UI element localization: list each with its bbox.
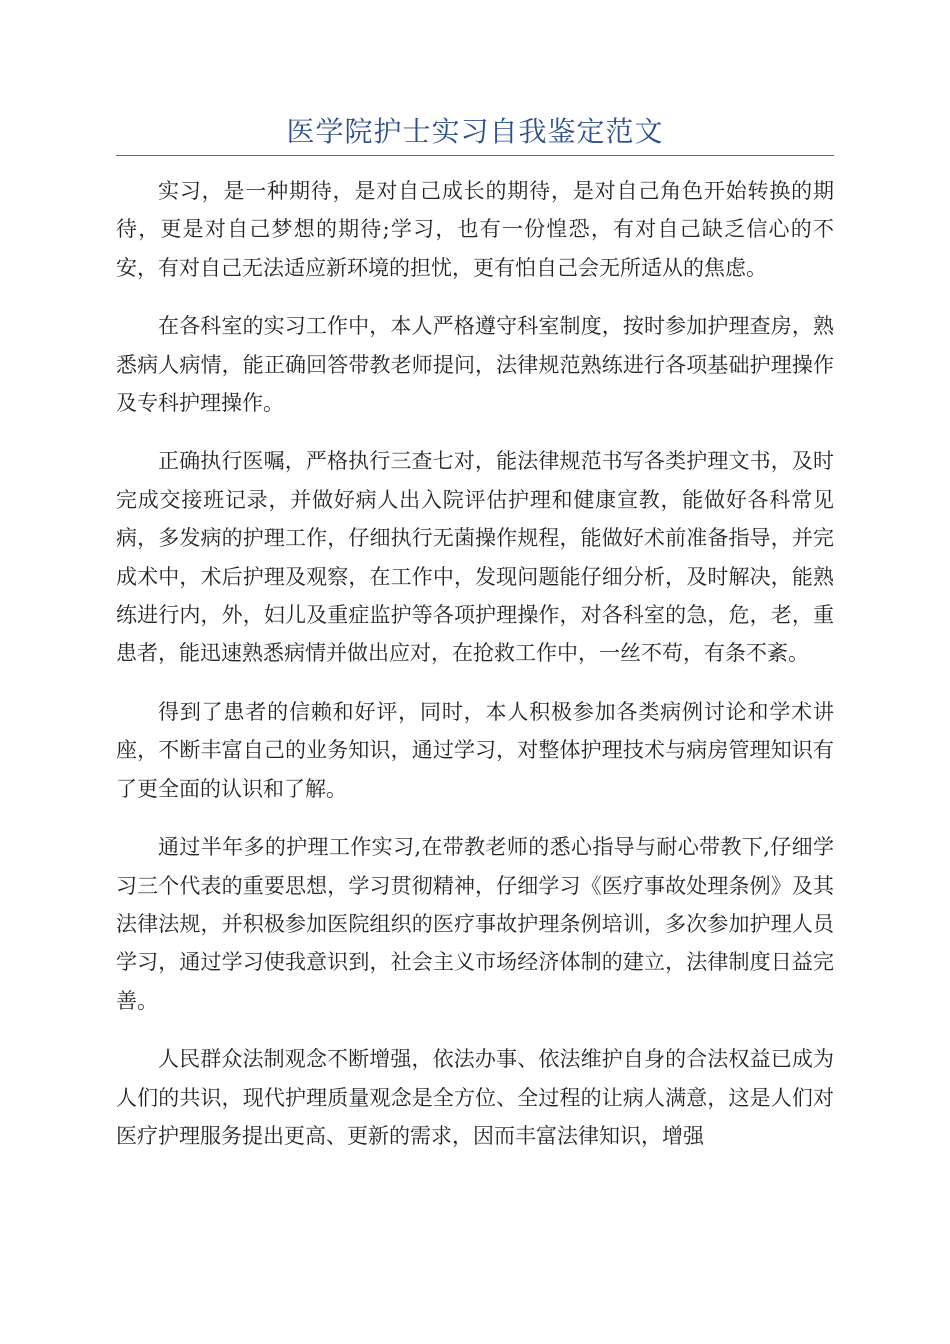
paragraph-3: 正确执行医嘱，严格执行三查七对，能法律规范书写各类护理文书，及时完成交接班记录，并做好病人出入院评估护理和健康宣教，能做好各科常见病，多发病的护理工作，仔细执行无菌操作规程，能做好术前准备指导，并完成术中，术后护理及观察，在工作中，发现问题能仔细分析，及时解决，能熟练进行内，外，妇儿及重症监护等各项护理操作，对各科室的急，危，老，重患者，能迅速熟悉病情并做出应对，在抢救工作中，一丝不苟，有条不紊。: [116, 449, 834, 666]
title-underline: [116, 155, 834, 156]
paragraph-4: 得到了患者的信赖和好评，同时，本人积极参加各类病例讨论和学术讲座，不断丰富自己的业务知识，通过学习，对整体护理技术与病房管理知识有了更全面的认识和了解。: [116, 699, 834, 801]
paragraph-1: 实习，是一种期待，是对自己成长的期待，是对自己角色开始转换的期待，更是对自己梦想的期待;学习，也有一份惶恐，有对自己缺乏信心的不安，有对自己无法适应新环境的担忧，更有怕自己会无所适从的焦虑。: [116, 179, 834, 280]
paragraph-2: 在各科室的实习工作中，本人严格遵守科室制度，按时参加护理查房，熟悉病人病情，能正确回答带教老师提问，法律规范熟练进行各项基础护理操作及专科护理操作。: [116, 314, 834, 416]
document-title: 医学院护士实习自我鉴定范文: [286, 115, 664, 148]
document-body: [116, 172, 834, 1175]
paragraph-6: 人民群众法制观念不断增强，依法办事、依法维护自身的合法权益已成为人们的共识，现代护理质量观念是全方位、全过程的让病人满意，这是人们对医疗护理服务提出更高、更新的需求，因而丰富法律知识，增强: [116, 1047, 834, 1148]
paragraph-5: 通过半年多的护理工作实习,在带教老师的悉心指导与耐心带教下,仔细学习三个代表的重要思想，学习贯彻精神，仔细学习《医疗事故处理条例》及其法律法规，并积极参加医院组织的医疗事故护理条例培训，多次参加护理人员学习，通过学习使我意识到，社会主义市场经济体制的建立，法律制度日益完善。: [116, 835, 834, 1013]
